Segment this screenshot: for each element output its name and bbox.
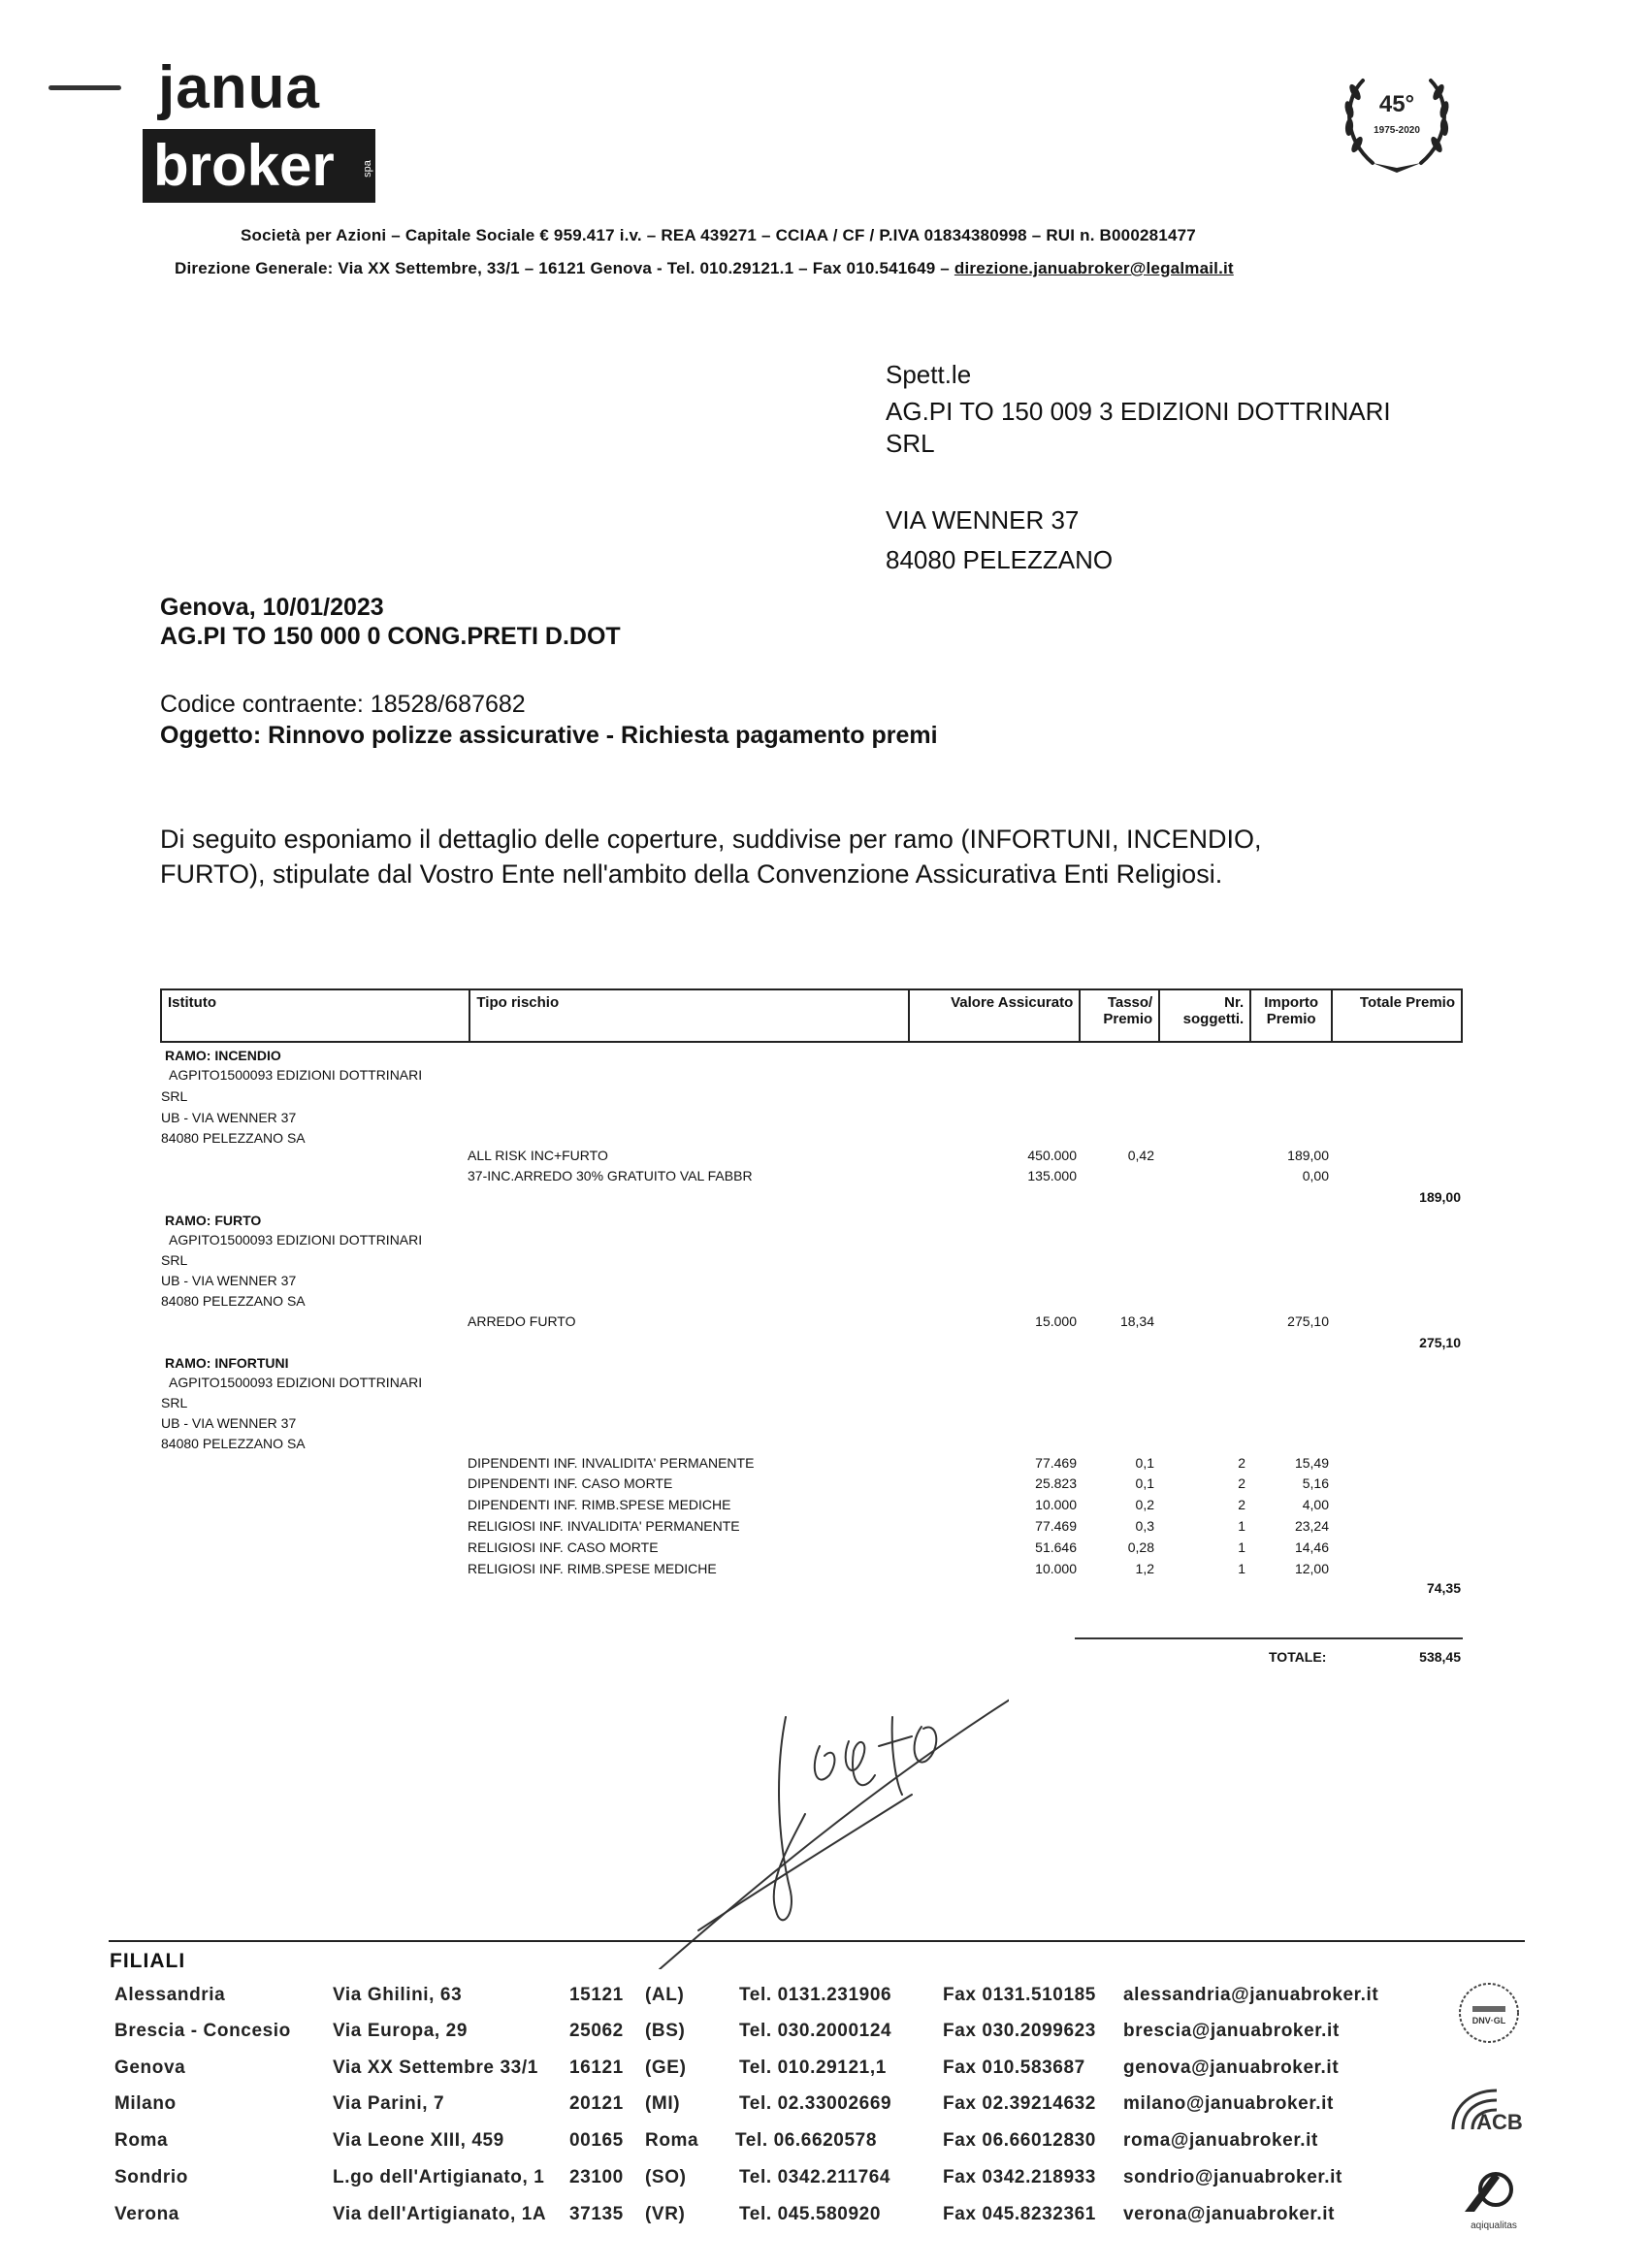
infortuni-row-importo: 14,46: [1294, 1539, 1329, 1555]
infortuni-row-valore: 77.469: [1035, 1518, 1077, 1534]
infortuni-row-valore: 77.469: [1035, 1455, 1077, 1471]
branch-cap: 23100: [569, 2167, 624, 2187]
furto-row-tasso: 18,34: [1119, 1313, 1154, 1329]
company-address-line: [175, 259, 1234, 278]
branch-street: Via XX Settembre 33/1: [333, 2057, 538, 2078]
client-line1: AGPITO1500093 EDIZIONI DOTTRINARI: [169, 1375, 423, 1390]
col-tasso-line2: Premio: [1103, 1011, 1153, 1027]
infortuni-row-tipo: DIPENDENTI INF. RIMB.SPESE MEDICHE: [468, 1497, 731, 1512]
body-line2: FURTO), stipulate dal Vostro Ente nell'ambito della Convenzione Assicurativa Enti Religiosi.: [160, 859, 1223, 889]
branch-tel: Tel. 045.580920: [739, 2204, 881, 2224]
infortuni-row-nr: 1: [1238, 1518, 1245, 1534]
infortuni-row-valore: 25.823: [1035, 1475, 1077, 1491]
recipient-city: 84080 PELEZZANO: [886, 545, 1114, 574]
incendio-row-importo: 0,00: [1302, 1168, 1329, 1183]
infortuni-row-tipo: DIPENDENTI INF. CASO MORTE: [468, 1475, 673, 1491]
infortuni-row-nr: 2: [1238, 1455, 1245, 1471]
recipient-name-line2: SRL: [886, 429, 935, 458]
furto-row-tipo: ARREDO FURTO: [468, 1313, 576, 1329]
logo-spa: spa: [361, 160, 373, 178]
infortuni-row-tasso: 0,2: [1135, 1497, 1154, 1512]
branch-cap: 20121: [569, 2093, 624, 2114]
infortuni-row-tipo: RELIGIOSI INF. CASO MORTE: [468, 1539, 659, 1555]
branch-fax: Fax 06.66012830: [943, 2130, 1096, 2151]
infortuni-row-valore: 10.000: [1035, 1497, 1077, 1512]
col-importo-premio: [1250, 989, 1332, 1042]
client-line1: AGPITO1500093 EDIZIONI DOTTRINARI: [169, 1067, 423, 1083]
branch-fax: Fax 02.39214632: [943, 2093, 1096, 2114]
col-importo-line2: Premio: [1266, 1011, 1316, 1027]
acb-logo-icon: [1443, 2076, 1531, 2144]
letter-subject: Oggetto: Rinnovo polizze assicurative - Richiesta pagamento premi: [160, 722, 938, 749]
furto-row-valore: 15.000: [1035, 1313, 1077, 1329]
client-line4: 84080 PELEZZANO SA: [161, 1293, 306, 1309]
logo-broker: broker: [153, 133, 335, 198]
infortuni-row-valore: 51.646: [1035, 1539, 1077, 1555]
branch-street: Via Ghilini, 63: [333, 1985, 463, 2005]
branch-cap: 16121: [569, 2057, 624, 2078]
dnv-certification-icon: [1455, 1979, 1523, 2047]
logo-janua: janua: [158, 54, 320, 121]
incendio-row-tasso: 0,42: [1127, 1148, 1154, 1163]
branch-email[interactable]: roma@januabroker.it: [1123, 2130, 1318, 2151]
infortuni-row-importo: 15,49: [1294, 1455, 1329, 1471]
col-istituto: Istituto: [161, 989, 469, 1042]
branch-street: L.go dell'Artigianato, 1: [333, 2167, 545, 2187]
infortuni-row-nr: 1: [1238, 1561, 1245, 1576]
coverage-table-header: [160, 988, 1463, 1043]
col-valore-assicurato: Valore Assicurato: [909, 989, 1080, 1042]
place-date: Genova, 10/01/2023: [160, 594, 384, 621]
infortuni-row-nr: 2: [1238, 1497, 1245, 1512]
totale-label: TOTALE:: [1269, 1649, 1327, 1665]
aqiqualitas-logo-icon: [1455, 2158, 1533, 2236]
branch-city: Verona: [114, 2204, 179, 2224]
body-line1: Di seguito esponiamo il dettaglio delle coperture, suddivise per ramo (INFORTUNI, INCENDIO,: [160, 825, 1262, 854]
client-line3: UB - VIA WENNER 37: [161, 1415, 297, 1431]
badge-number: 45°: [1378, 91, 1415, 117]
totale-value: 538,45: [1419, 1649, 1461, 1665]
incendio-row-valore: 135.000: [1027, 1168, 1077, 1183]
aqiqualitas-label: aqiqualitas: [1471, 2220, 1517, 2231]
infortuni-row-tasso: 0,3: [1135, 1518, 1154, 1534]
branch-fax: Fax 030.2099623: [943, 2021, 1096, 2041]
branch-fax: Fax 0342.218933: [943, 2167, 1096, 2187]
recipient-street: VIA WENNER 37: [886, 505, 1080, 535]
branch-tel: Tel. 030.2000124: [739, 2021, 892, 2041]
infortuni-row-importo: 23,24: [1294, 1518, 1329, 1534]
anniversary-laurel-icon: [1334, 71, 1460, 179]
incendio-row-importo: 189,00: [1287, 1148, 1329, 1163]
infortuni-row-nr: 2: [1238, 1475, 1245, 1491]
col-nr-line2: soggetti.: [1182, 1011, 1245, 1027]
infortuni-row-nr: 1: [1238, 1539, 1245, 1555]
agency-code: AG.PI TO 150 000 0 CONG.PRETI D.DOT: [160, 623, 621, 650]
branch-tel: Tel. 010.29121,1: [739, 2057, 887, 2078]
furto-total: 275,10: [1419, 1335, 1461, 1350]
ramo-infortuni-title: RAMO: INFORTUNI: [165, 1355, 289, 1371]
badge-years: 1975-2020: [1374, 125, 1420, 136]
incendio-total: 189,00: [1419, 1189, 1461, 1205]
branch-city: Genova: [114, 2057, 186, 2078]
acb-label: ACB: [1476, 2110, 1523, 2134]
branch-cap: 25062: [569, 2021, 624, 2041]
branch-prov: (GE): [645, 2057, 687, 2078]
branch-prov: (AL): [645, 1985, 685, 2005]
client-line1: AGPITO1500093 EDIZIONI DOTTRINARI: [169, 1232, 423, 1247]
incendio-row-valore: 450.000: [1027, 1148, 1077, 1163]
dnv-label: DNV·GL: [1471, 2016, 1506, 2025]
client-line2: SRL: [161, 1088, 188, 1104]
client-line4: 84080 PELEZZANO SA: [161, 1130, 306, 1146]
branch-cap: 15121: [569, 1985, 624, 2005]
branch-email[interactable]: milano@januabroker.it: [1123, 2093, 1334, 2114]
branch-prov: (MI): [645, 2093, 681, 2114]
client-line4: 84080 PELEZZANO SA: [161, 1436, 306, 1451]
infortuni-row-tasso: 0,28: [1127, 1539, 1154, 1555]
branch-prov: (BS): [645, 2021, 686, 2041]
col-tasso-line1: Tasso/: [1107, 994, 1153, 1011]
total-divider: [1075, 1637, 1463, 1639]
infortuni-row-importo: 4,00: [1302, 1497, 1329, 1512]
branch-tel: Tel. 0342.211764: [739, 2167, 891, 2187]
branch-street: Via Parini, 7: [333, 2093, 445, 2114]
recipient-salutation: Spett.le: [886, 360, 972, 389]
branch-city: Brescia - Concesio: [114, 2021, 291, 2041]
incendio-row-tipo: 37-INC.ARREDO 30% GRATUITO VAL FABBR: [468, 1168, 753, 1183]
recipient-name-line1: AG.PI TO 150 009 3 EDIZIONI DOTTRINARI: [886, 397, 1391, 426]
footer-divider: [109, 1940, 1525, 1942]
client-line3: UB - VIA WENNER 37: [161, 1273, 297, 1288]
branch-prov: Roma: [645, 2130, 699, 2151]
branch-email[interactable]: sondrio@januabroker.it: [1123, 2167, 1342, 2187]
ramo-furto-title: RAMO: FURTO: [165, 1213, 262, 1228]
branch-prov: (VR): [645, 2204, 686, 2224]
codice-contraente: Codice contraente: 18528/687682: [160, 691, 526, 718]
infortuni-row-tipo: RELIGIOSI INF. INVALIDITA' PERMANENTE: [468, 1518, 740, 1534]
col-importo-line1: Importo: [1264, 994, 1319, 1011]
branch-street: Via Europa, 29: [333, 2021, 468, 2041]
company-info-line: Società per Azioni – Capitale Sociale € 959.417 i.v. – REA 439271 – CCIAA / CF / P.IVA 01834380998 – RUI n. B000281477: [241, 226, 1196, 244]
furto-row-importo: 275,10: [1287, 1313, 1329, 1329]
col-totale-premio: Totale Premio: [1332, 989, 1462, 1042]
branch-fax: Fax 010.583687: [943, 2057, 1085, 2078]
infortuni-row-tipo: RELIGIOSI INF. RIMB.SPESE MEDICHE: [468, 1561, 717, 1576]
infortuni-total: 74,35: [1426, 1580, 1461, 1596]
infortuni-row-tipo: DIPENDENTI INF. INVALIDITA' PERMANENTE: [468, 1455, 755, 1471]
client-line3: UB - VIA WENNER 37: [161, 1110, 297, 1125]
branch-tel: Tel. 06.6620578: [735, 2130, 877, 2151]
col-nr-soggetti: [1159, 989, 1250, 1042]
branch-tel: Tel. 02.33002669: [739, 2093, 892, 2114]
client-line2: SRL: [161, 1395, 188, 1410]
infortuni-row-tasso: 1,2: [1135, 1561, 1154, 1576]
logo-dash: [48, 85, 121, 90]
branch-street: Via dell'Artigianato, 1A: [333, 2204, 547, 2224]
infortuni-row-tasso: 0,1: [1135, 1455, 1154, 1471]
company-address-text: Direzione Generale: Via XX Settembre, 33/1 – 16121 Genova - Tel. 010.29121.1 – Fax 010.541649 –: [175, 259, 954, 277]
footer-title: FILIALI: [110, 1950, 186, 1972]
infortuni-row-tasso: 0,1: [1135, 1475, 1154, 1491]
branch-email[interactable]: alessandria@januabroker.it: [1123, 1985, 1379, 2005]
branch-tel: Tel. 0131.231906: [739, 1985, 892, 2005]
branch-email[interactable]: genova@januabroker.it: [1123, 2057, 1340, 2078]
infortuni-row-valore: 10.000: [1035, 1561, 1077, 1576]
company-email-link[interactable]: direzione.januabroker@legalmail.it: [954, 259, 1234, 277]
client-line2: SRL: [161, 1252, 188, 1268]
col-tipo-rischio: Tipo rischio: [469, 989, 909, 1042]
incendio-row-tipo: ALL RISK INC+FURTO: [468, 1148, 608, 1163]
signature-pagato-icon: [621, 1649, 1009, 1969]
col-nr-line1: Nr.: [1224, 994, 1245, 1011]
col-tasso-premio: [1080, 989, 1159, 1042]
branch-prov: (SO): [645, 2167, 687, 2187]
branch-city: Milano: [114, 2093, 177, 2114]
branch-cap: 00165: [569, 2130, 624, 2151]
branch-cap: 37135: [569, 2204, 624, 2224]
branch-fax: Fax 0131.510185: [943, 1985, 1096, 2005]
branch-email[interactable]: brescia@januabroker.it: [1123, 2021, 1340, 2041]
infortuni-row-importo: 12,00: [1294, 1561, 1329, 1576]
branch-city: Alessandria: [114, 1985, 226, 2005]
infortuni-row-importo: 5,16: [1302, 1475, 1329, 1491]
branch-city: Roma: [114, 2130, 169, 2151]
branch-fax: Fax 045.8232361: [943, 2204, 1096, 2224]
branch-street: Via Leone XIII, 459: [333, 2130, 504, 2151]
branch-city: Sondrio: [114, 2167, 188, 2187]
ramo-incendio-title: RAMO: INCENDIO: [165, 1048, 281, 1063]
branch-email[interactable]: verona@januabroker.it: [1123, 2204, 1336, 2224]
